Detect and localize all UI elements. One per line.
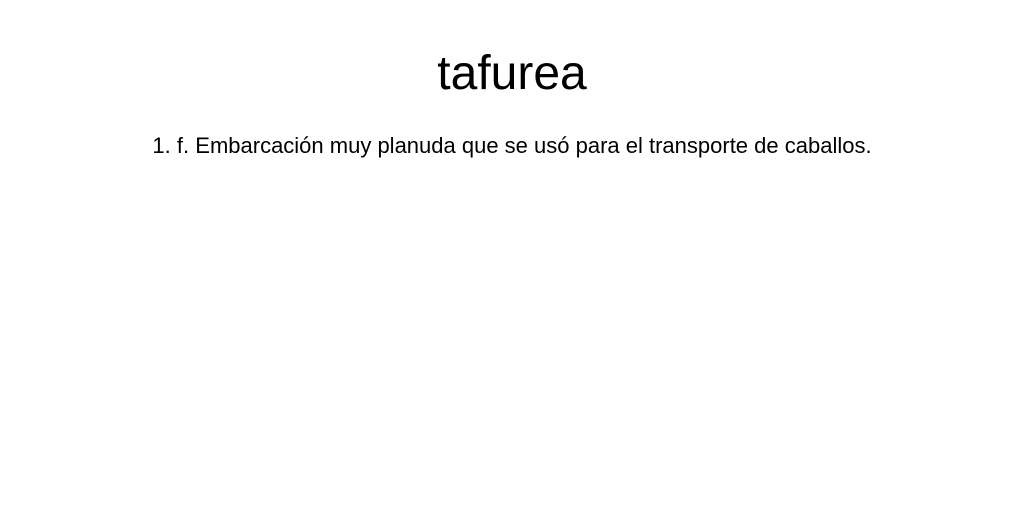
headword-title: tafurea bbox=[437, 47, 587, 100]
definition-text: Embarcación muy planuda que se usó para el transporte de caballos. bbox=[195, 133, 872, 158]
grammatical-category: f. bbox=[176, 133, 190, 158]
definition-number: 1. bbox=[152, 133, 171, 158]
definition-line bbox=[0, 132, 1024, 160]
